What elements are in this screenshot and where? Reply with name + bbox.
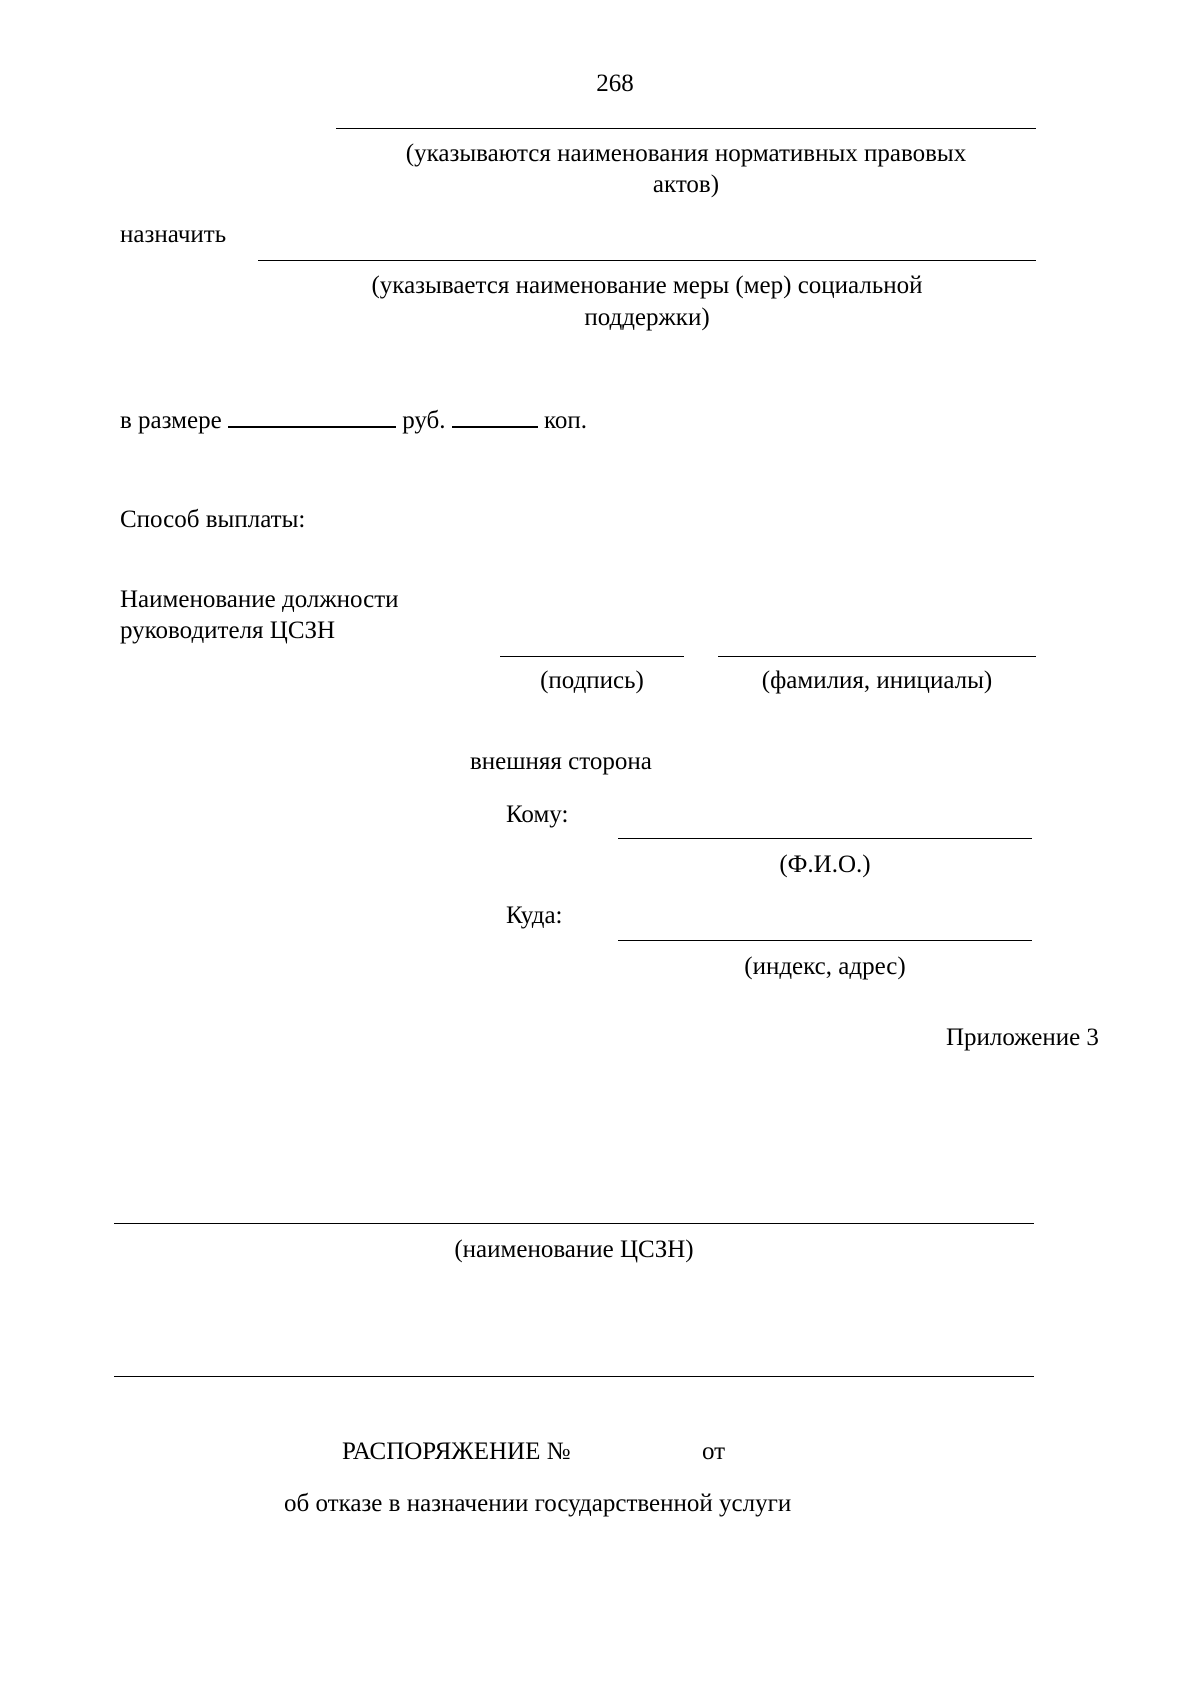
org-line-1 <box>114 1223 1034 1224</box>
assign-caption-line2: поддержки) <box>584 304 710 331</box>
name-caption: (фамилия, инициалы) <box>761 667 993 694</box>
amount-prefix: в размере <box>120 407 222 434</box>
acts-caption-line1: (указываются наименования нормативных правовых <box>405 140 967 167</box>
assign-label: назначить <box>120 221 227 248</box>
signature-line <box>500 656 684 657</box>
acts-line <box>336 128 1036 129</box>
order-title: РАСПОРЯЖЕНИЕ № <box>342 1438 571 1465</box>
payment-method-label: Способ выплаты: <box>120 506 306 533</box>
org-caption: (наименование ЦСЗН) <box>454 1236 694 1263</box>
signature-caption: (подпись) <box>540 667 644 694</box>
appendix-label: Приложение 3 <box>946 1024 1099 1051</box>
rub-label: руб. <box>402 407 446 434</box>
envelope-where-caption: (индекс, адрес) <box>744 953 906 980</box>
head-position-line2: руководителя ЦСЗН <box>120 617 336 644</box>
acts-caption-line2: актов) <box>652 171 720 198</box>
envelope-to-line <box>618 838 1032 839</box>
envelope-where-label: Куда: <box>506 902 563 929</box>
assign-caption-line1: (указывается наименование меры (мер) социальной <box>371 272 923 299</box>
kop-label: коп. <box>544 407 588 434</box>
envelope-where-line <box>618 940 1032 941</box>
order-subject: об отказе в назначении государственной услуги <box>284 1490 792 1517</box>
name-line <box>718 656 1036 657</box>
org-line-2 <box>114 1376 1034 1377</box>
kop-amount-field[interactable] <box>452 404 538 428</box>
head-position-line1: Наименование должности <box>120 586 399 613</box>
envelope-title: внешняя сторона <box>470 748 652 775</box>
page-number: 268 <box>596 70 634 97</box>
order-from-label: от <box>702 1438 726 1465</box>
envelope-to-caption: (Ф.И.О.) <box>779 851 871 878</box>
rub-amount-field[interactable] <box>228 404 396 428</box>
assign-line <box>258 260 1036 261</box>
envelope-to-label: Кому: <box>506 801 569 828</box>
amount-row <box>120 404 587 436</box>
